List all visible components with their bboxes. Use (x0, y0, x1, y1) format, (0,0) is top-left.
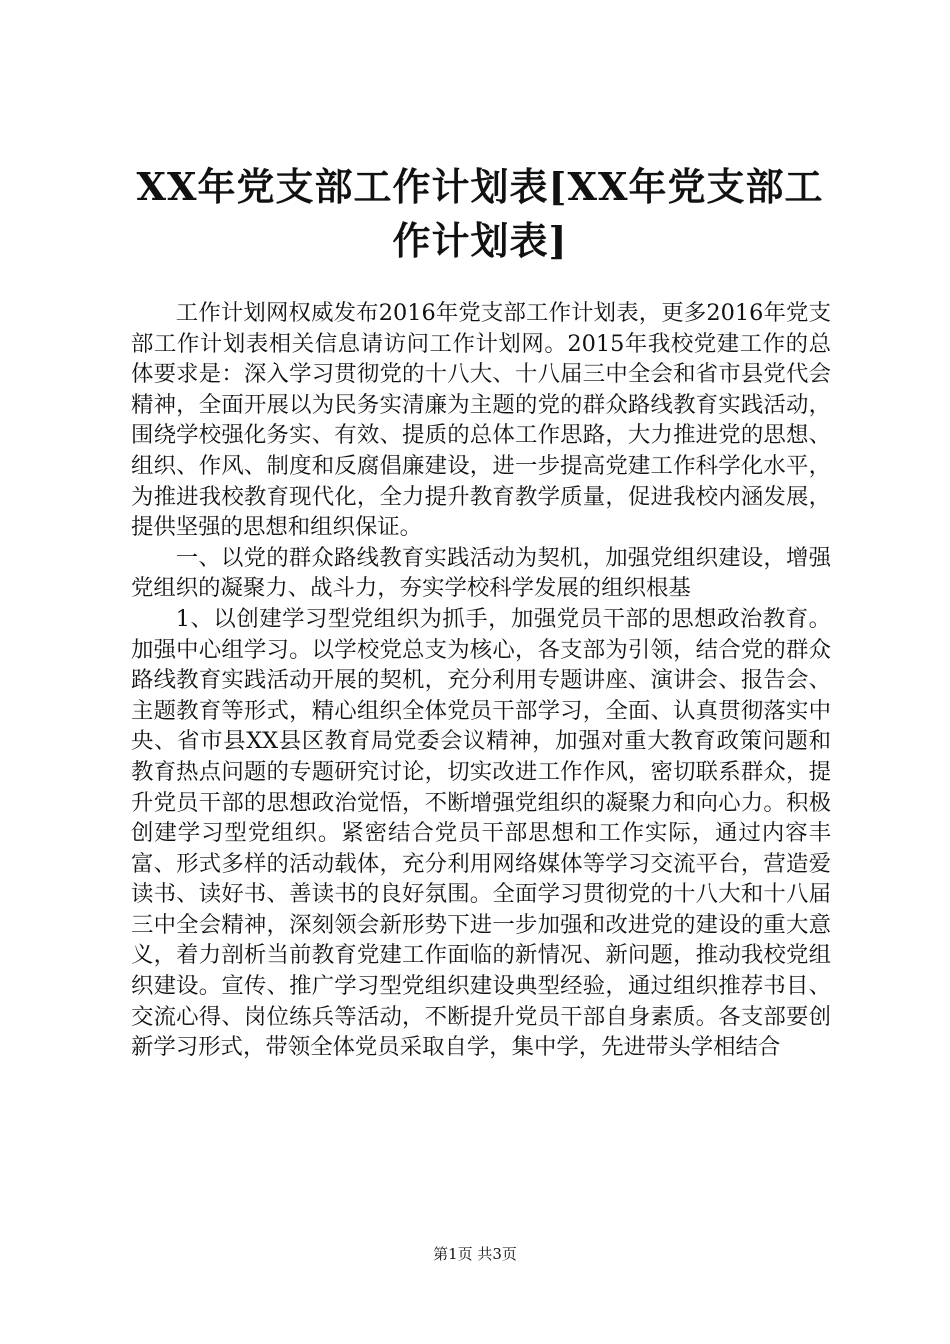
page-footer: 第1页 共3页 (433, 1245, 517, 1263)
document-body (131, 298, 831, 1063)
paragraph-section-heading: 一、以党的群众路线教育实践活动为契机，加强党组织建设，增强党组织的凝聚力、战斗力，夯实学校科学发展的组织根基 (131, 544, 831, 602)
paragraph-intro: 工作计划网权威发布2016年党支部工作计划表，更多2016年党支部工作计划表相关信息请访问工作计划网。2015年我校党建工作的总体要求是：深入学习贯彻党的十八大、十八届三中全会和省市县党代会精神，全面开展以为民务实清廉为主题的党的群众路线教育实践活动，围绕学校强化务实、有效、提质的总体工作思路，大力推进党的思想、组织、作风、制度和反腐倡廉建设，进一步提高党建工作科学化水平，为推进我校教育现代化，全力提升教育教学质量，促进我校内涵发展，提供坚强的思想和组织保证。 (131, 300, 831, 541)
paragraph-item-1: 1、以创建学习型党组织为抓手，加强党员干部的思想政治教育。加强中心组学习。以学校党总支为核心，各支部为引领，结合党的群众路线教育实践活动开展的契机，充分利用专题讲座、演讲会、报告会、主题教育等形式，精心组织全体党员干部学习，全面、认真贯彻落实中央、省市县XX县区教育局党委会议精神，加强对重大教育政策问题和教育热点问题的专题研究讨论，切实改进工作作风，密切联系群众，提升党员干部的思想政治觉悟，不断增强党组织的凝聚力和向心力。积极创建学习型党组织。紧密结合党员干部思想和工作实际，通过内容丰富、形式多样的活动载体，充分利用网络媒体等学习交流平台，营造爱读书、读好书、善读书的良好氛围。全面学习贯彻党的十八大和十八届三中全会精神，深刻领会新形势下进一步加强和改进党的建设的重大意义，着力剖析当前教育党建工作面临的新情况、新问题，推动我校党组织建设。宣传、推广学习型党组织建设典型经验，通过组织推荐书目、交流心得、岗位练兵等活动，不断提升党员干部自身素质。各支部要创新学习形式，带领全体党员采取自学，集中学，先进带头学相结合 (131, 605, 831, 1061)
document-title: XX年党支部工作计划表[XX年党支部工作计划表] (136, 164, 824, 263)
